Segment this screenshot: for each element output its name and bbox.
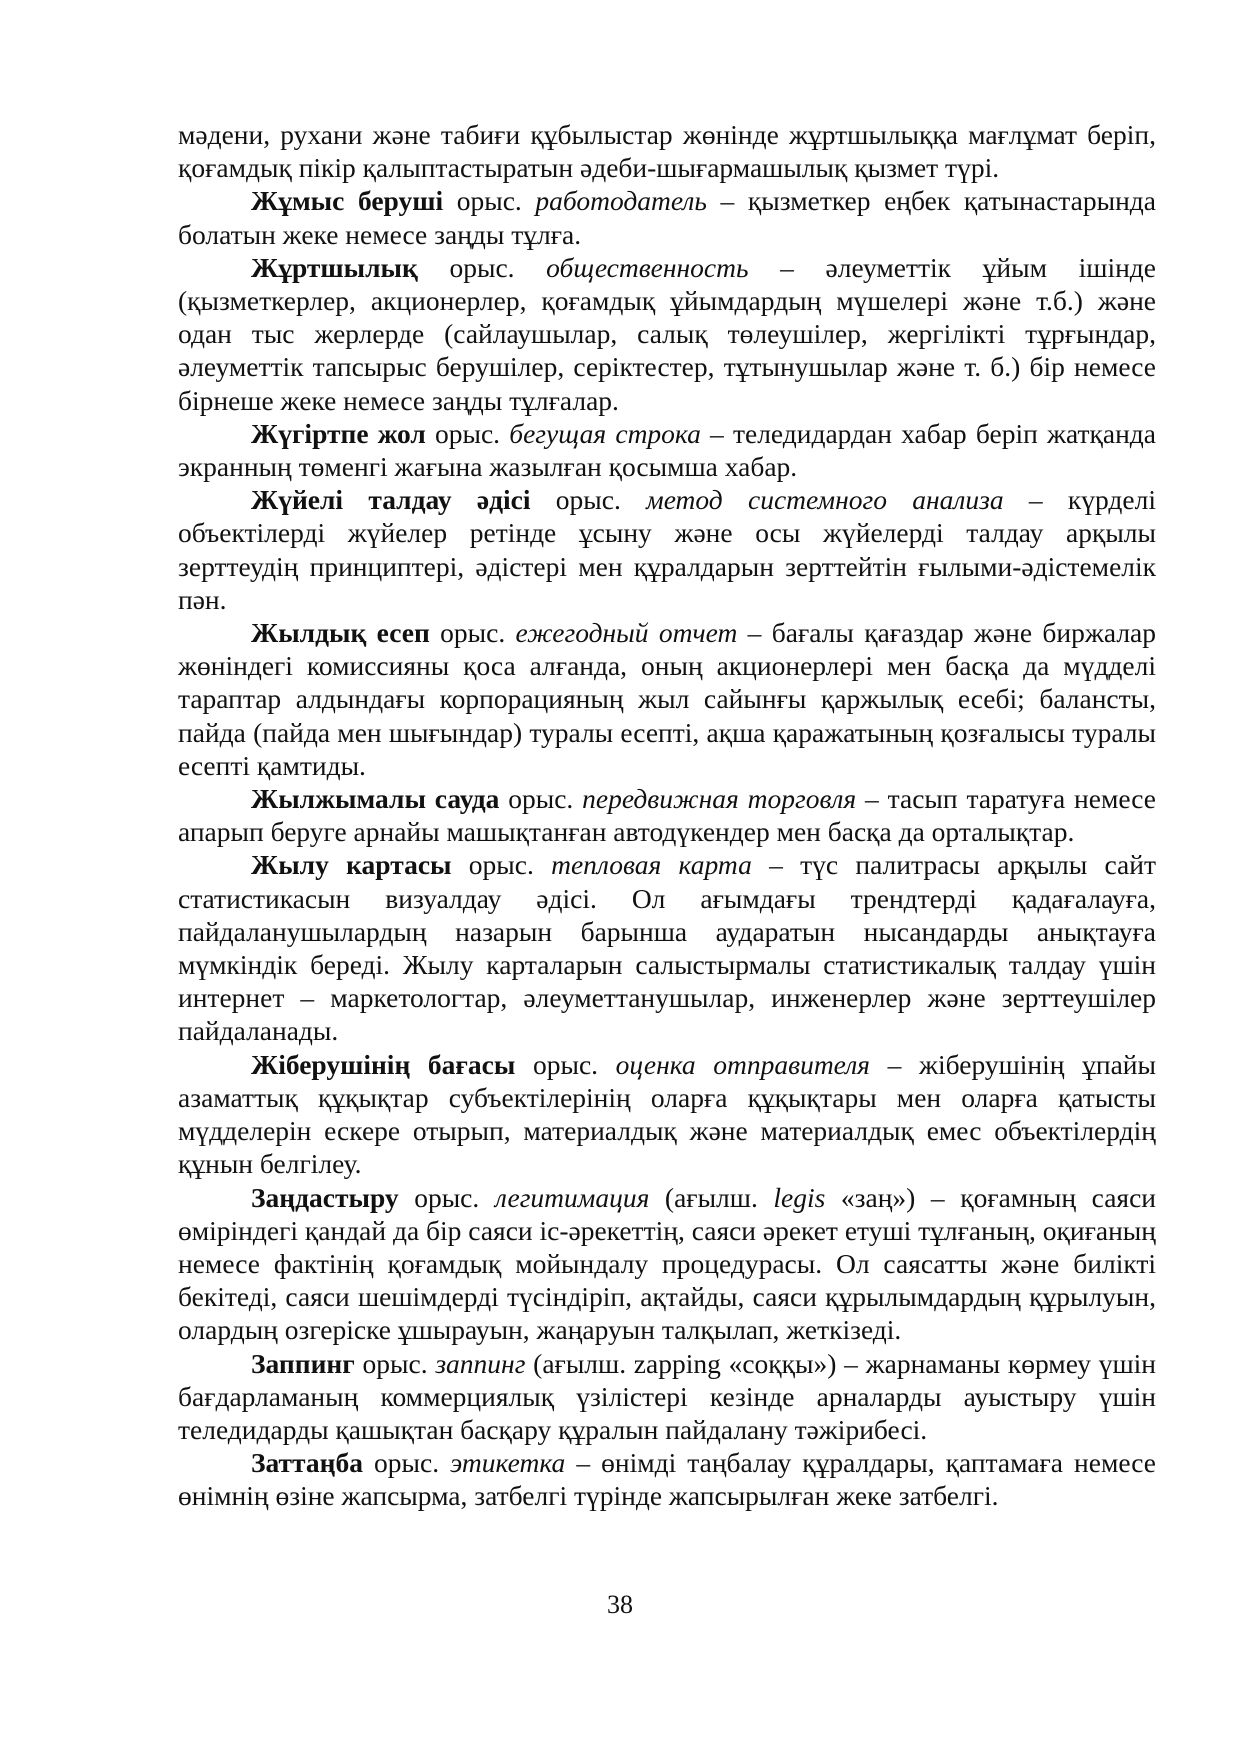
entry-language-label: орыс. [499,783,583,815]
entry-russian-term: тепловая карта [551,849,752,881]
entry-zhuieli-taldau-adisi [178,483,1156,616]
entry-term: Жүйелі талдау әдісі [251,484,531,516]
entry-zhugirtpe-zhol [178,417,1156,483]
entry-zhylzhymaly-sauda [178,782,1156,848]
entry-language-label: орыс. [354,1347,436,1379]
entry-russian-term: ежегодный отчет [515,617,738,649]
entry-english-label: (ағылш. [649,1181,774,1213]
entry-language-label: орыс. [530,484,647,516]
entry-term: Заттаңба [251,1447,364,1479]
entry-definition: – теледидардан хабар беріп жатқанда экранның төменгі жағына жазылған қосымша хабар. [178,417,1156,483]
entry-term: Жіберушінің бағасы [251,1048,516,1080]
entry-term: Жұртшылық [251,251,418,283]
entry-definition: – жіберушінің ұпайы азаматтық құқықтар субъектілерінің оларға құқықтары мен оларға қатысты мүдделерін ескере отырып, материалдық және материалдық емес объектілердің құнын белгілеу. [178,1048,1156,1180]
entry-zhylu-kartasy [178,848,1156,1047]
entry-zhyldyk-esep [178,616,1156,782]
entry-definition: – қызметкер еңбек қатынастарында болатын жеке немесе заңды тұлға. [178,185,1157,250]
entry-definition: – бағалы қағаздар және биржалар жөніндегі комиссияны қоса алғанда, оның акционерлері мен басқа да мүдделі тараптар алдындағы корпорацияның жыл сайынғы қаржылық есебі; балансты, пайда (пайда мен шығындар) туралы есепті, ақша қаражатының қозғалысы туралы есепті қамтиды. [178,617,1156,781]
entry-russian-term: метод системного анализа [646,484,1004,516]
entry-term: Жылу картасы [251,849,452,881]
entry-term: Жұмыс беруші [251,185,444,217]
entry-language-label: орыс. [443,185,536,217]
entry-definition: «заң») – қоғамның саяси өміріндегі қандай да бір саяси іс-әрекеттің, саяси әрекет етуші тұлғаның, оқиғаның немесе фактінің қоғамдық мойындалу процедурасы. Ол саясатты және билікті бекітеді, саяси шешімдерді түсіндіріп, ақтайды, саяси құрылымдардың құрылуын, олардың озгеріске ұшырауын, жаңаруын талқылап, жеткізеді. [178,1181,1156,1346]
entry-zhurtshylyk [178,251,1156,417]
entry-russian-term: заппинг [435,1347,526,1379]
entry-russian-term: бегущая строка [509,417,701,449]
entry-russian-term: легитимация [494,1181,650,1213]
entry-language-label: орыс. [425,417,510,449]
entry-language-label: орыс. [417,251,547,283]
entry-term: Жылжымалы сауда [251,783,500,815]
entry-language-label: орыс. [398,1181,495,1213]
entry-zandastyru [178,1181,1156,1347]
document-body [178,118,1156,1513]
entry-term: Жылдық есеп [251,617,430,649]
entry-zapping [178,1347,1156,1447]
entry-term: Жүгіртпе жол [251,417,426,449]
entry-definition: – тасып таратуға немесе апарып беруге арнайы машықтанған автодүкендер мен басқа да орталықтар. [178,783,1156,848]
entry-russian-term: оценка отправителя [615,1048,870,1080]
entry-zhiberushinin-bagasy [178,1048,1156,1181]
page-number: 38 [607,1590,633,1619]
entry-zattanba [178,1446,1156,1512]
entry-language-label: орыс. [515,1048,616,1080]
entry-language-label: орыс. [363,1447,451,1479]
entry-term: Заппинг [251,1347,355,1379]
entry-language-label: орыс. [451,849,552,881]
entry-term: Заңдастыру [251,1181,399,1213]
entry-definition: (ағылш. zapping «соққы») – жарнаманы көрмеу үшін бағдарламаның коммерциялық үзілістері кезінде арналарды ауыстыру үшін теледидарды қашықтан басқару құралын пайдалану тәжірибесі. [178,1347,1157,1445]
intro-paragraph: мәдени, рухани және табиғи құбылыстар жөнінде жұртшылыққа мағлұмат беріп, қоғамдық пікір қалыптастыратын әдеби-шығармашылық қызмет түрі. [178,119,1156,184]
entry-definition: – түс палитрасы арқылы сайт статистикасын визуалдау әдісі. Ол ағымдағы трендтерді қадағалауға, пайдаланушылардың назарын барынша аударатын нысандарды анықтауға мүмкіндік береді. Жылу карталарын салыстырмалы статистикалық талдау үшін интернет – маркетологтар, әлеуметтанушылар, инженерлер және зерттеушілер пайдаланады. [178,849,1156,1047]
entry-russian-term: общественность [546,251,749,283]
entry-russian-term: работодатель [535,185,707,217]
entry-latin-word: legis [773,1181,826,1213]
entry-russian-term: этикетка [450,1447,566,1479]
entry-language-label: орыс. [429,617,516,649]
entry-definition: – күрделі объектілерді жүйелер ретінде ұсыну және осы жүйелерді талдау арқылы зерттеудің принциптері, әдістері мен құралдарын зерттейтін ғылыми-әдістемелік пән. [178,484,1156,615]
entry-definition: – өнімді таңбалау құралдары, қаптамаға немесе өнімнің өзіне жапсырма, затбелгі түрінде жапсырылған жеке затбелгі. [178,1447,1156,1512]
entry-definition: – әлеуметтік ұйым ішінде (қызметкерлер, акционерлер, қоғамдық ұйымдардың мүшелері және т.б.) және одан тыс жерлерде (сайлаушылар, салық төлеушілер, жергілікті тұрғындар, әлеуметтік тапсырыс берушілер, серіктестер, тұтынушылар және т. б.) бір немесе бірнеше жеке немесе заңды тұлғалар. [178,251,1157,416]
entry-russian-term: передвижная торговля [582,783,857,815]
entry-zhumys-berushi [178,184,1156,250]
